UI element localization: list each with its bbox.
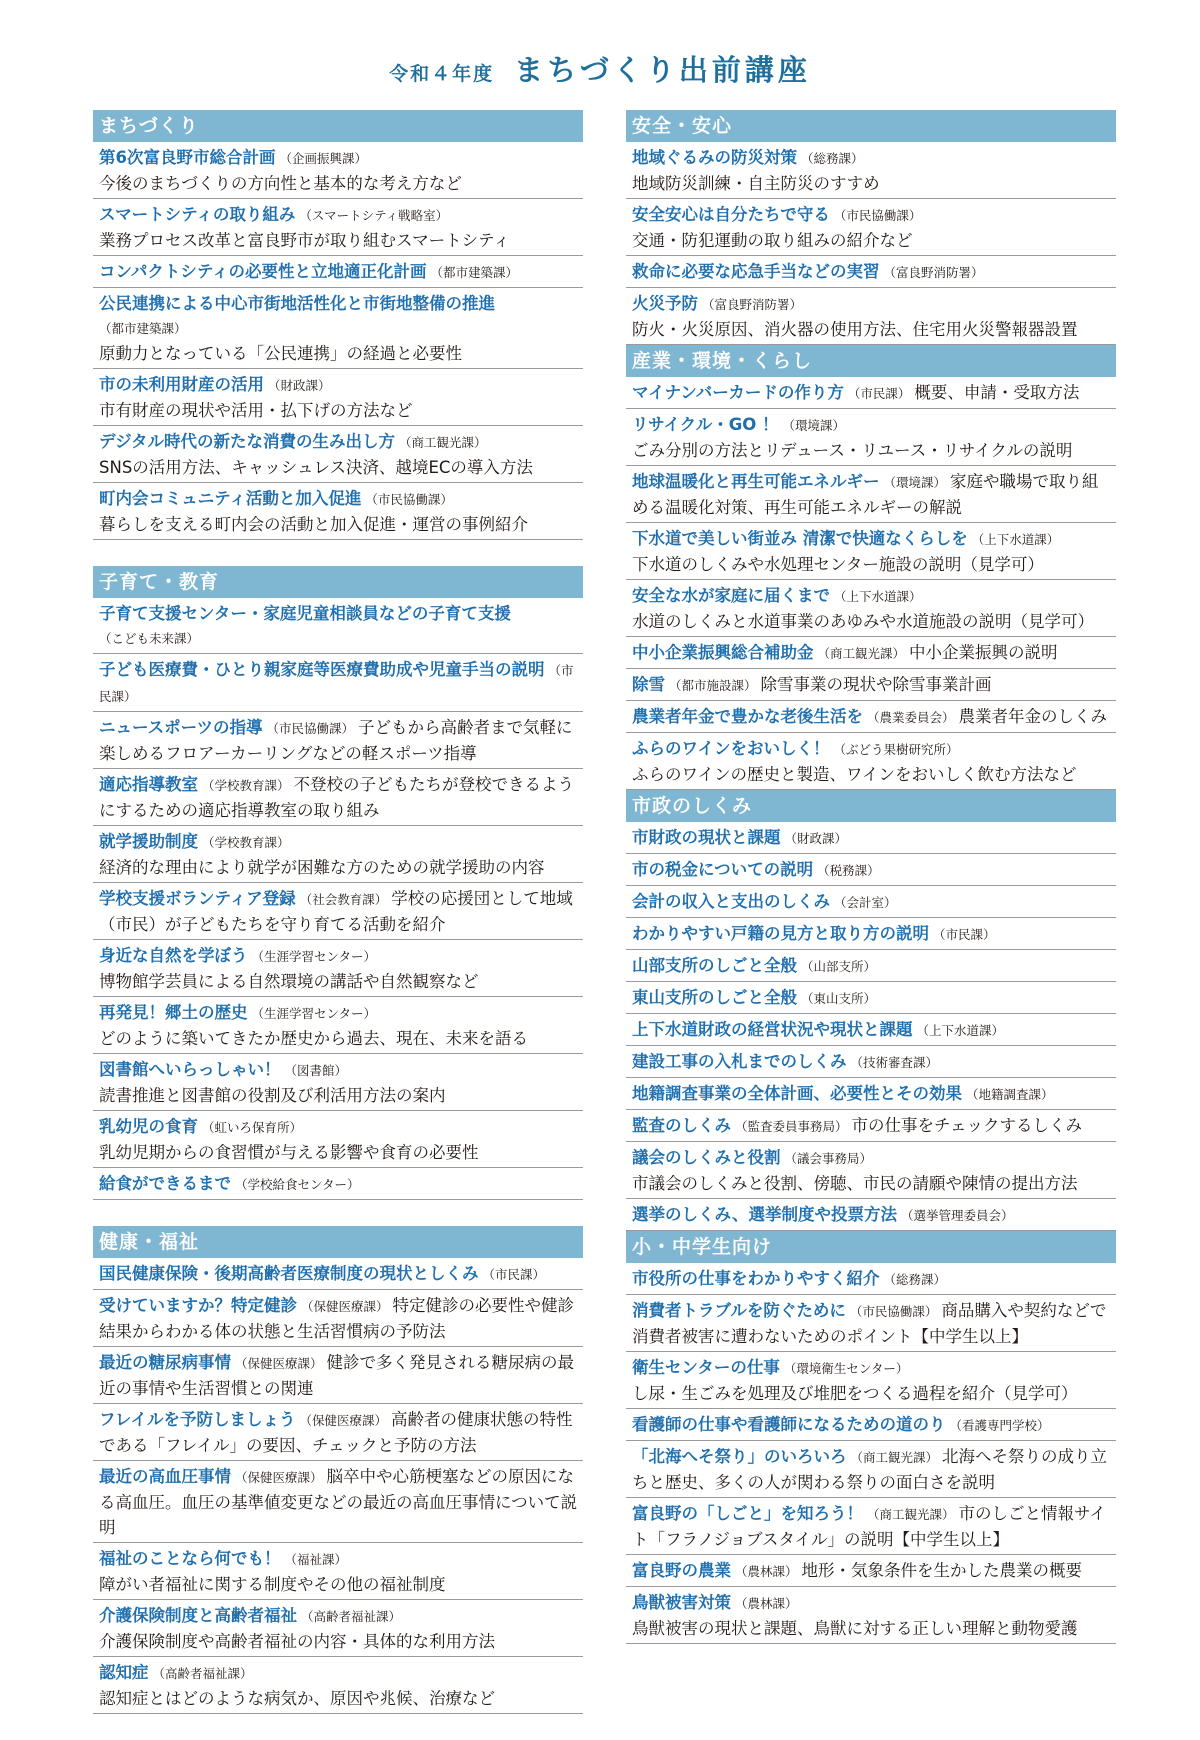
department: （商工観光課） xyxy=(399,435,487,450)
lecture-description: 博物館学芸員による自然環境の講話や自然観察など xyxy=(99,972,479,991)
lecture-title: 地球温暖化と再生可能エネルギー xyxy=(632,472,880,491)
lecture-item xyxy=(93,598,583,654)
lecture-title: 市役所の仕事をわかりやすく紹介 xyxy=(632,1269,880,1288)
lecture-item xyxy=(626,733,1116,790)
lecture-description: 暮らしを支える町内会の活動と加入促進・運営の事例紹介 xyxy=(99,515,528,534)
lecture-item xyxy=(93,1258,583,1290)
lecture-description: 読書推進と図書館の役割及び利活用方法の案内 xyxy=(99,1086,446,1105)
page-title xyxy=(0,48,1200,89)
lecture-item xyxy=(626,701,1116,733)
section-header: 健康・福祉 xyxy=(93,1226,583,1258)
lecture-item xyxy=(93,654,583,712)
lecture-description: 脳卒中や心筋梗塞などの原因になる高血圧。血圧の基準値変更などの最近の高血圧事情について説明 xyxy=(99,1467,578,1537)
department: （高齢者福祉課） xyxy=(152,1666,253,1681)
department: （都市建築課） xyxy=(99,321,187,336)
department: （市民協働課） xyxy=(365,492,453,507)
lecture-title: 市の税金についての説明 xyxy=(632,860,814,879)
lecture-title: 適応指導教室 xyxy=(99,775,198,794)
lecture-item xyxy=(626,1078,1116,1110)
lecture-item xyxy=(93,1657,583,1714)
lecture-description: 除雪事業の現状や除雪事業計画 xyxy=(760,675,992,694)
lecture-title: 認知症 xyxy=(99,1663,149,1682)
lecture-item xyxy=(93,1111,583,1168)
lecture-description: 概要、申請・受取方法 xyxy=(914,383,1080,402)
lecture-description: 農業者年金のしくみ xyxy=(958,707,1108,726)
lecture-item xyxy=(626,1110,1116,1142)
lecture-description: 家庭や職場で取り組める温暖化対策、再生可能エネルギーの解説 xyxy=(632,472,1099,517)
lecture-item xyxy=(93,940,583,997)
department: （ぶどう果樹研究所） xyxy=(833,742,959,757)
department: （スマートシティ戦略室） xyxy=(299,208,449,223)
department: （生涯学習センター） xyxy=(251,1006,377,1021)
department: （生涯学習センター） xyxy=(251,949,377,964)
lecture-title: 監査のしくみ xyxy=(632,1116,731,1135)
lecture-title: スマートシティの取り組み xyxy=(99,205,296,224)
lecture-title: ニュースポーツの指導 xyxy=(99,718,263,737)
department: （保健医療課） xyxy=(235,1356,323,1371)
lecture-title: 衛生センターの仕事 xyxy=(632,1358,780,1377)
department: （山部支所） xyxy=(801,959,877,974)
lecture-description: 水道のしくみと水道事業のあゆみや水道施設の説明（見学可） xyxy=(632,612,1094,631)
lecture-description: 健診で多く発見される糖尿病の最近の事情や生活習慣との関連 xyxy=(99,1353,575,1398)
lecture-item xyxy=(626,377,1116,409)
department: （地籍調査課） xyxy=(966,1087,1054,1102)
department: （看護専門学校） xyxy=(949,1418,1050,1433)
lecture-item xyxy=(626,982,1116,1014)
department: （商工観光課） xyxy=(867,1507,955,1522)
lecture-description: 市議会のしくみと役割、傍聴、市民の請願や陳情の提出方法 xyxy=(632,1174,1078,1193)
lecture-description: 中小企業振興の説明 xyxy=(909,643,1058,662)
section xyxy=(93,566,583,1200)
department: （総務課） xyxy=(801,151,864,166)
lecture-item xyxy=(626,637,1116,669)
lecture-title: 受けていますか？特定健診 xyxy=(99,1296,297,1315)
department: （富良野消防署） xyxy=(883,265,984,280)
department: （農林課） xyxy=(735,1596,798,1611)
lecture-item xyxy=(626,1142,1116,1199)
lecture-item xyxy=(626,256,1116,288)
lecture-title: 再発見！郷土の歴史 xyxy=(99,1003,248,1022)
lecture-item xyxy=(93,712,583,769)
department: （都市建築課） xyxy=(430,265,519,280)
lecture-title: コンパクトシティの必要性と立地適正化計画 xyxy=(99,262,427,281)
department: （技術審査課） xyxy=(850,1055,939,1070)
lecture-item xyxy=(626,1199,1116,1231)
lecture-item xyxy=(626,918,1116,950)
lecture-title: 給食ができるまで xyxy=(99,1174,231,1193)
lecture-title: 富良野の「しごと」を知ろう！ xyxy=(632,1504,863,1523)
lecture-title: 会計の収入と支出のしくみ xyxy=(632,892,830,911)
lecture-title: 農業者年金で豊かな老後生活を xyxy=(632,707,863,726)
lecture-item xyxy=(626,669,1116,701)
section-header: 産業・環境・くらし xyxy=(626,345,1116,377)
section xyxy=(626,345,1116,790)
department: （保健医療課） xyxy=(301,1299,389,1314)
lecture-description: 障がい者福祉に関する制度やその他の福祉制度 xyxy=(99,1575,446,1594)
lecture-item xyxy=(626,523,1116,580)
lecture-description: 今後のまちづくりの方向性と基本的な考え方など xyxy=(99,174,462,193)
lecture-title: 最近の糖尿病事情 xyxy=(99,1353,231,1372)
department: （学校給食センター） xyxy=(235,1177,360,1192)
lecture-description: し尿・生ごみを処理及び堆肥をつくる過程を紹介（見学可） xyxy=(632,1384,1078,1403)
department: （上下水道課） xyxy=(971,532,1060,547)
lecture-item xyxy=(626,1587,1116,1644)
lecture-title: 最近の高血圧事情 xyxy=(99,1467,231,1486)
lecture-item xyxy=(93,142,583,199)
lecture-description: 子どもから高齢者まで気軽に楽しめるフロアーカーリングなどの軽スポーツ指導 xyxy=(99,718,573,763)
lecture-title: 図書館へいらっしゃい！ xyxy=(99,1060,281,1079)
title-text: まちづくり出前講座 xyxy=(514,53,811,87)
lecture-description: ふらのワインの歴史と製造、ワインをおいしく飲む方法など xyxy=(632,765,1077,784)
department: （環境課） xyxy=(883,475,947,490)
section xyxy=(93,110,583,540)
department: （商工観光課） xyxy=(817,646,906,661)
lecture-item xyxy=(626,1498,1116,1555)
right-column xyxy=(626,110,1116,1644)
lecture-item xyxy=(626,854,1116,886)
section xyxy=(93,1226,583,1714)
lecture-title: 東山支所のしごと全般 xyxy=(632,988,797,1007)
lecture-title: 選挙のしくみ、選挙制度や投票方法 xyxy=(632,1205,897,1224)
department: （保健医療課） xyxy=(235,1470,323,1485)
department: （保健医療課） xyxy=(299,1413,388,1428)
lecture-item xyxy=(626,1352,1116,1409)
lecture-title: リサイクル・GO ！ xyxy=(632,415,779,434)
lecture-description: 業務プロセス改革と富良野市が取り組むスマートシティ xyxy=(99,231,510,250)
lecture-item xyxy=(93,1290,583,1347)
lecture-title: 公民連携による中心市街地活性化と市街地整備の推進 xyxy=(99,294,495,313)
lecture-description: 特定健診の必要性や健診結果からわかる体の状態と生活習慣病の予防法 xyxy=(99,1296,575,1341)
lecture-description: 認知症とはどのような病気か、原因や兆候、治療など xyxy=(99,1689,495,1708)
lecture-item xyxy=(626,1046,1116,1078)
lecture-title: 上下水道財政の経営状況や現状と課題 xyxy=(632,1020,913,1039)
lecture-title: 市の未利用財産の活用 xyxy=(99,375,264,394)
lecture-title: 中小企業振興総合補助金 xyxy=(632,643,814,662)
lecture-title: 子ども医療費・ひとり親家庭等医療費助成や児童手当の説明 xyxy=(99,660,545,679)
lecture-item xyxy=(93,483,583,540)
lecture-description: 学校の応援団として地域（市民）が子どもたちを守り育てる活動を紹介 xyxy=(99,889,573,934)
department: （農林課） xyxy=(735,1564,798,1579)
lecture-title: 市財政の現状と課題 xyxy=(632,828,781,847)
section xyxy=(626,790,1116,1231)
lecture-item xyxy=(626,1295,1116,1352)
lecture-title: 富良野の農業 xyxy=(632,1561,731,1580)
lecture-description: 高齢者の健康状態の特性である「フレイル」の要因、チェックと予防の方法 xyxy=(99,1410,573,1455)
lecture-item xyxy=(93,1404,583,1461)
left-column xyxy=(93,110,583,1740)
section-header: 市政のしくみ xyxy=(626,790,1116,822)
lecture-title: 地域ぐるみの防災対策 xyxy=(632,148,797,167)
lecture-title: 福祉のことなら何でも！ xyxy=(99,1549,281,1568)
department: （上下水道課） xyxy=(916,1023,1005,1038)
lecture-item xyxy=(93,826,583,883)
lecture-description: 防火・火災原因、消火器の使用方法、住宅用火災警報器設置 xyxy=(632,320,1078,339)
lecture-item xyxy=(93,199,583,256)
department: （商工観光課） xyxy=(850,1450,939,1465)
lecture-title: 山部支所のしごと全般 xyxy=(632,956,797,975)
department: （こども未来課） xyxy=(99,631,200,646)
department: （税務課） xyxy=(817,863,880,878)
lecture-description: 乳幼児期からの食習慣が与える影響や食育の必要性 xyxy=(99,1143,479,1162)
lecture-title: 消費者トラブルを防ぐために xyxy=(632,1301,846,1320)
lecture-item xyxy=(626,466,1116,523)
lecture-item xyxy=(626,886,1116,918)
lecture-title: わかりやすい戸籍の見方と取り方の説明 xyxy=(632,924,929,943)
department: （学校教育課） xyxy=(202,778,290,793)
section-header: 子育て・教育 xyxy=(93,566,583,598)
department: （総務課） xyxy=(883,1272,947,1287)
lecture-description: 原動力となっている「公民連携」の経過と必要性 xyxy=(99,344,462,363)
department: （農業委員会） xyxy=(867,710,955,725)
lecture-title: 救命に必要な応急手当などの実習 xyxy=(632,262,880,281)
department: （選挙管理委員会） xyxy=(901,1208,1014,1223)
lecture-title: 安全な水が家庭に届くまで xyxy=(632,586,830,605)
lecture-title: 議会のしくみと役割 xyxy=(632,1148,781,1167)
lecture-description: SNSの活用方法、キャッシュレス決済、越境ECの導入方法 xyxy=(99,458,533,477)
department: （監査委員事務局） xyxy=(735,1119,848,1134)
lecture-title: 火災予防 xyxy=(632,294,698,313)
lecture-description: 地形・気象条件を生かした農業の概要 xyxy=(801,1561,1083,1580)
department: （虹いろ保育所） xyxy=(202,1120,303,1135)
department: （富良野消防署） xyxy=(702,297,803,312)
lecture-title: 建設工事の入札までのしくみ xyxy=(632,1052,847,1071)
lecture-item xyxy=(626,199,1116,256)
lecture-item xyxy=(626,1263,1116,1295)
lecture-title: 下水道で美しい街並み 清潔で快適なくらしを xyxy=(632,529,968,548)
lecture-item xyxy=(93,426,583,483)
department: （市民課） xyxy=(847,386,911,401)
lecture-item xyxy=(626,1014,1116,1046)
lecture-description: 不登校の子どもたちが登校できるようにするための適応指導教室の取り組み xyxy=(99,775,575,820)
lecture-item xyxy=(93,997,583,1054)
lecture-item xyxy=(626,409,1116,466)
lecture-item xyxy=(93,1054,583,1111)
lecture-item xyxy=(93,769,583,826)
department: （財政課） xyxy=(268,378,331,393)
lecture-item xyxy=(626,1441,1116,1498)
lecture-description: 地域防災訓練・自主防災のすすめ xyxy=(632,174,880,193)
lecture-description: 市のしごと情報サイト「フラノジョブスタイル」の説明【中学生以上】 xyxy=(632,1504,1106,1549)
lecture-item xyxy=(626,142,1116,199)
lecture-item xyxy=(93,883,583,940)
lecture-description: 北海へそ祭りの成り立ちと歴史、多くの人が関わる祭りの面白さを説明 xyxy=(632,1447,1108,1492)
section xyxy=(626,110,1116,345)
lecture-item xyxy=(93,256,583,288)
lecture-title: 就学援助制度 xyxy=(99,832,198,851)
department: （市民課） xyxy=(933,927,996,942)
department: （市民課） xyxy=(482,1267,546,1282)
section-header: 安全・安心 xyxy=(626,110,1116,142)
lecture-title: 安全安心は自分たちで守る xyxy=(632,205,830,224)
lecture-title: デジタル時代の新たな消費の生み出し方 xyxy=(99,432,396,451)
lecture-description: 下水道のしくみや水処理センター施設の説明（見学可） xyxy=(632,555,1044,574)
department: （財政課） xyxy=(784,831,848,846)
lecture-description: 市有財産の現状や活用・払下げの方法など xyxy=(99,401,413,420)
lecture-title: 介護保険制度と高齢者福祉 xyxy=(99,1606,297,1625)
lecture-title: 第6次富良野市総合計画 xyxy=(99,148,276,167)
lecture-item xyxy=(93,1461,583,1543)
lecture-description: どのように築いてきたか歴史から過去、現在、未来を語る xyxy=(99,1029,528,1048)
department: （東山支所） xyxy=(801,991,877,1006)
lecture-item xyxy=(626,580,1116,637)
lecture-description: 市の仕事をチェックするしくみ xyxy=(851,1116,1083,1135)
department: （市民協働課） xyxy=(849,1304,938,1319)
department: （都市施設課） xyxy=(669,678,757,693)
lecture-description: 商品購入や契約などで消費者被害に遭わないためのポイント【中学生以上】 xyxy=(632,1301,1107,1346)
department: （議会事務局） xyxy=(784,1151,873,1166)
lecture-title: 看護師の仕事や看護師になるための道のり xyxy=(632,1415,946,1434)
lecture-item xyxy=(93,369,583,426)
lecture-title: 子育て支援センター・家庭児童相談員などの子育て支援 xyxy=(99,604,511,623)
section-header: まちづくり xyxy=(93,110,583,142)
department: （市民協働課） xyxy=(266,721,355,736)
fiscal-year: 令和４年度 xyxy=(389,63,495,85)
lecture-item xyxy=(93,1347,583,1404)
lecture-description: 交通・防犯運動の取り組みの紹介など xyxy=(632,231,913,250)
lecture-item xyxy=(93,1543,583,1600)
department: （社会教育課） xyxy=(299,892,388,907)
department: （会計室） xyxy=(834,895,897,910)
lecture-description: 鳥獣被害の現状と課題、鳥獣に対する正しい理解と動物愛護 xyxy=(632,1619,1078,1638)
lecture-title: 除雪 xyxy=(632,675,665,694)
lecture-title: マイナンバーカードの作り方 xyxy=(632,383,844,402)
department: （環境衛生センター） xyxy=(783,1361,909,1376)
lecture-item xyxy=(93,1600,583,1657)
lecture-description: 介護保険制度や高齢者福祉の内容・具体的な利用方法 xyxy=(99,1632,495,1651)
lecture-item xyxy=(626,288,1116,345)
department: （上下水道課） xyxy=(834,589,922,604)
lecture-item xyxy=(93,288,583,369)
lecture-item xyxy=(626,822,1116,854)
lecture-item xyxy=(626,950,1116,982)
lecture-title: 国民健康保険・後期高齢者医療制度の現状としくみ xyxy=(99,1264,479,1283)
lecture-description: 経済的な理由により就学が困難な方のための就学援助の内容 xyxy=(99,858,545,877)
department: （企画振興課） xyxy=(279,151,367,166)
lecture-description: ごみ分別の方法とリデュース・リユース・リサイクルの説明 xyxy=(632,441,1073,460)
lecture-title: 地籍調査事業の全体計画、必要性とその効果 xyxy=(632,1084,962,1103)
section-header: 小・中学生向け xyxy=(626,1231,1116,1263)
lecture-item xyxy=(93,1168,583,1200)
lecture-title: ふらのワインをおいしく！ xyxy=(632,739,830,758)
lecture-title: 学校支援ボランティア登録 xyxy=(99,889,296,908)
department: （福祉課） xyxy=(284,1552,348,1567)
lecture-title: フレイルを予防しましょう xyxy=(99,1410,296,1429)
department: （市民課） xyxy=(99,663,574,704)
lecture-item xyxy=(626,1555,1116,1587)
lecture-title: 町内会コミュニティ活動と加入促進 xyxy=(99,489,362,508)
lecture-title: 乳幼児の食育 xyxy=(99,1117,198,1136)
section xyxy=(626,1231,1116,1644)
department: （市民協働課） xyxy=(833,208,922,223)
department: （図書館） xyxy=(284,1063,348,1078)
lecture-title: 鳥獣被害対策 xyxy=(632,1593,731,1612)
department: （学校教育課） xyxy=(202,835,290,850)
department: （環境課） xyxy=(782,418,846,433)
lecture-item xyxy=(626,1409,1116,1441)
department: （高齢者福祉課） xyxy=(301,1609,402,1624)
lecture-title: 身近な自然を学ぼう xyxy=(99,946,248,965)
lecture-title: 「北海へそ祭り」のいろいろ xyxy=(632,1447,847,1466)
